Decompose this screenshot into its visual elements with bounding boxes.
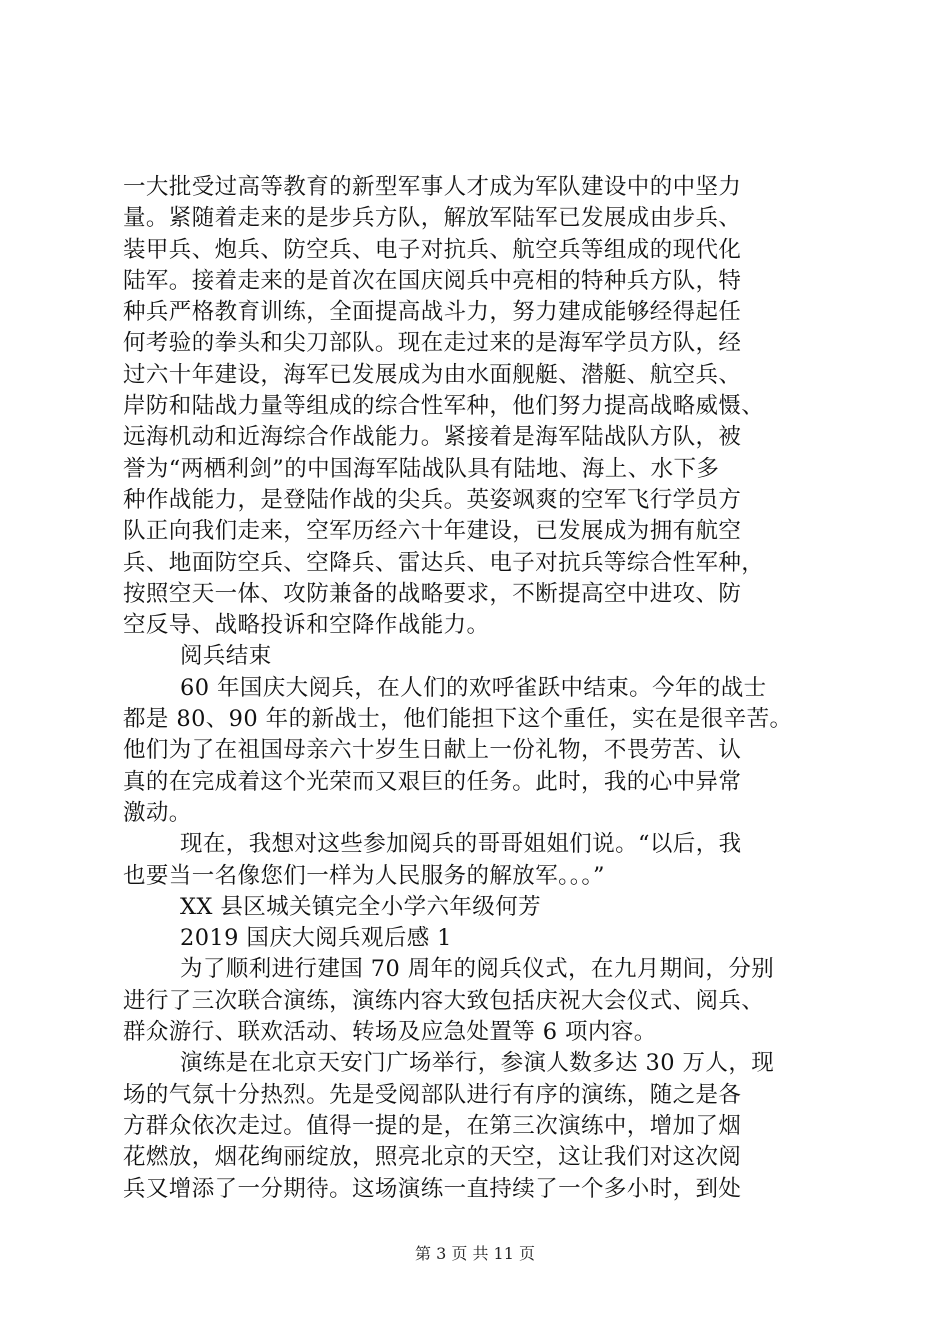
- text-line: 量。紧随着走来的是步兵方队，解放军陆军已发展成由步兵、: [123, 205, 742, 232]
- text-line: 都是 80、90 年的新战士，他们能担下这个重任，实在是很辛苦。: [123, 706, 793, 733]
- text-line: 他们为了在祖国母亲六十岁生日献上一份礼物，不畏劳苦、认: [123, 737, 742, 764]
- text-line: 花燃放，烟花绚丽绽放，照亮北京的天空，这让我们对这次阅: [123, 1144, 742, 1171]
- text-line: 群众游行、联欢活动、转场及应急处置等 6 项内容。: [123, 1019, 657, 1046]
- text-line: 种兵严格教育训练，全面提高战斗力，努力建成能够经得起任: [123, 299, 742, 326]
- text-line: 按照空天一体、攻防兼备的战略要求，不断提高空中进攻、防: [123, 580, 742, 607]
- text-line: 真的在完成着这个光荣而又艰巨的任务。此时，我的心中异常: [123, 768, 742, 795]
- text-line: 空反导、战略投诉和空降作战能力。: [123, 612, 490, 639]
- text-line: 激动。: [123, 799, 192, 826]
- text-line: 岸防和陆战力量等组成的综合性军种，他们努力提高战略威慑、: [123, 393, 765, 420]
- text-line: 为了顺利进行建国 70 周年的阅兵仪式，在九月期间，分别: [180, 956, 775, 983]
- author-line: XX 县区城关镇完全小学六年级何芳: [180, 893, 541, 920]
- text-line: 誉为“两栖利剑”的中国海军陆战队具有陆地、海上、水下多: [123, 455, 720, 482]
- text-line: 60 年国庆大阅兵，在人们的欢呼雀跃中结束。今年的战士: [180, 674, 767, 701]
- text-line: 演练是在北京天安门广场举行，参演人数多达 30 万人，现: [180, 1050, 775, 1077]
- text-line: 远海机动和近海综合作战能力。紧接着是海军陆战队方队，被: [123, 424, 742, 451]
- article-title: 2019 国庆大阅兵观后感 1: [180, 925, 452, 952]
- text-line: 兵又增添了一分期待。这场演练一直持续了一个多小时，到处: [123, 1175, 742, 1202]
- text-line: 兵、地面防空兵、空降兵、雷达兵、电子对抗兵等综合性军种，: [123, 549, 765, 576]
- text-line: 何考验的拳头和尖刀部队。现在走过来的是海军学员方队，经: [123, 330, 742, 357]
- text-line: 方群众依次走过。值得一提的是，在第三次演练中，增加了烟: [123, 1112, 742, 1139]
- text-line: 场的气氛十分热烈。先是受阅部队进行有序的演练，随之是各: [123, 1081, 742, 1108]
- section-heading: 阅兵结束: [180, 643, 272, 670]
- text-line: 装甲兵、炮兵、防空兵、电子对抗兵、航空兵等组成的现代化: [123, 236, 742, 263]
- text-line: 进行了三次联合演练，演练内容大致包括庆祝大会仪式、阅兵、: [123, 987, 765, 1014]
- text-line: 过六十年建设，海军已发展成为由水面舰艇、潜艇、航空兵、: [123, 361, 742, 388]
- text-line: 陆军。接着走来的是首次在国庆阅兵中亮相的特种兵方队，特: [123, 267, 742, 294]
- text-line: 一大批受过高等教育的新型军事人才成为军队建设中的中坚力: [123, 174, 742, 200]
- text-line: 种作战能力，是登陆作战的尖兵。英姿飒爽的空军飞行学员方: [123, 486, 742, 513]
- text-line: 队正向我们走来，空军历经六十年建设，已发展成为拥有航空: [123, 518, 742, 545]
- text-line: 现在，我想对这些参加阅兵的哥哥姐姐们说。“以后，我: [180, 831, 742, 858]
- body-text: [123, 172, 843, 1205]
- page-number-footer: 第 3 页 共 11 页: [415, 1244, 535, 1263]
- text-line: 也要当一名像您们一样为人民服务的解放军。。。”: [123, 862, 605, 889]
